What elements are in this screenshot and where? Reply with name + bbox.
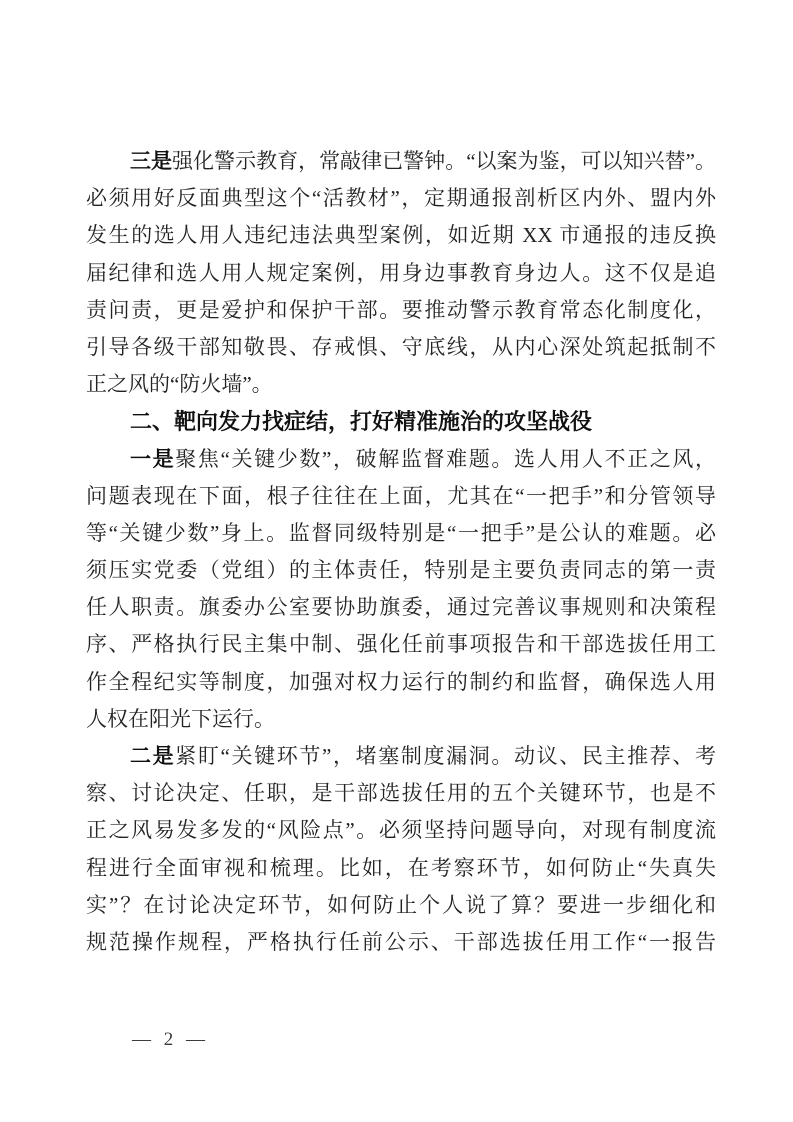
section-heading [86,403,716,440]
text-run: 引导各级干部知敬畏、存戒惧、守底线，从内心深处筑起抵制不 [86,334,716,359]
text-run: 责问责，更是爱护和保护干部。要推动警示教育常态化制度化， [86,297,716,322]
text-line [86,515,716,552]
text-run: 正之风易发多发的“风险点”。必须坚持问题导向，对现有制度流 [86,818,716,843]
text-run: 序、严格执行民主集中制、强化任前事项报告和干部选拔任用工 [86,632,716,657]
page-number-footer: — 2 — [132,1029,209,1050]
text-run: 问题表现在下面，根子往往在上面，尤其在“一把手”和分管领导 [86,483,716,508]
text-run: 须压实党委（党组）的主体责任，特别是主要负责同志的第一责 [86,558,716,583]
lead-in-emphasis: 二是 [130,745,176,768]
text-run: 正之风的“防火墙”。 [86,372,273,397]
text-run: 聚焦“关键少数”，破解监督难题。选人用人不正之风， [175,446,716,471]
text-line [86,329,716,366]
text-run: 强化警示教育，常敲律已警钟。“以案为鉴，可以知兴替”。 [172,149,716,173]
text-run: 紧盯“关键环节”，堵塞制度漏洞。动议、民主推荐、考 [175,744,716,768]
text-line [86,626,716,663]
text-line [86,441,716,478]
text-line [86,143,716,180]
text-line [86,738,716,775]
text-line [86,403,716,440]
text-run: 任人职责。旗委办公室要协助旗委，通过完善议事规则和决策程 [86,595,716,620]
text-run: 必须用好反面典型这个“活教材”，定期通报剖析区内外、盟内外 [86,186,716,211]
text-line [86,924,716,961]
text-run: 规范操作规程，严格执行任前公示、干部选拔任用工作“一报告 [86,929,716,954]
text-line [86,292,716,329]
text-run: 察、讨论决定、任职，是干部选拔任用的五个关键环节，也是不 [86,781,716,806]
text-line [86,775,716,812]
text-run: 发生的选人用人违纪违法典型案例，如近期 XX 市通报的违反换 [86,223,716,248]
text-line [86,255,716,292]
text-run: 程进行全面审视和梳理。比如，在考察环节，如何防止“失真失 [86,855,716,880]
document-body [86,143,716,961]
lead-in-emphasis: 三是 [130,150,173,173]
paragraph [86,441,716,739]
text-line [86,552,716,589]
text-line [86,217,716,254]
text-run: 届纪律和选人用人规定案例，用身边事教育身边人。这不仅是追 [86,260,716,285]
text-line [86,366,716,403]
text-line [86,478,716,515]
paragraph [86,143,716,403]
text-line [86,589,716,626]
paragraph [86,738,716,961]
text-run: 人权在阳光下运行。 [86,706,275,731]
text-line [86,887,716,924]
text-line [86,812,716,849]
text-line [86,701,716,738]
text-run: 作全程纪实等制度，加强对权力运行的制约和监督，确保选人用 [86,669,716,694]
text-line [86,850,716,887]
text-line [86,664,716,701]
lead-in-emphasis: 二、靶向发力找症结，打好精准施治的攻坚战役 [130,409,593,435]
text-run: 实”？在讨论决定环节，如何防止个人说了算？要进一步细化和 [86,892,716,917]
lead-in-emphasis: 一是 [130,447,176,471]
text-run: 等“关键少数”身上。监督同级特别是“一把手”是公认的难题。必 [86,520,716,545]
text-line [86,180,716,217]
